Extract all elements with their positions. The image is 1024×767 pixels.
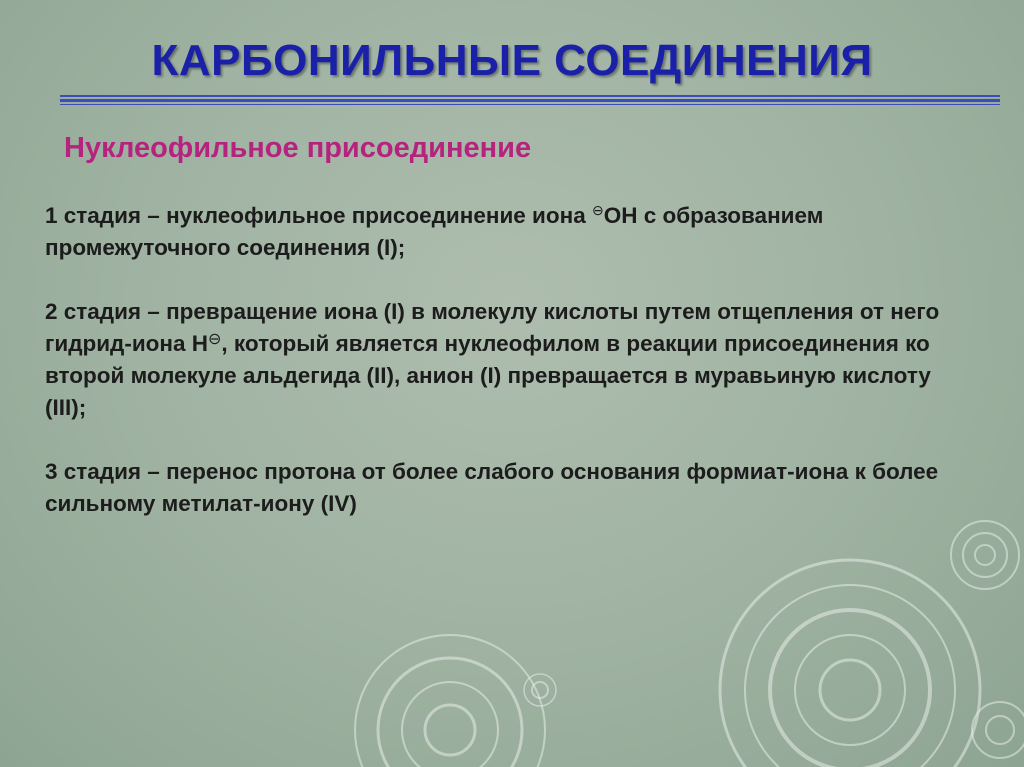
title-underline	[60, 95, 1000, 105]
stage-2-paragraph	[45, 296, 975, 424]
stage-1-paragraph	[45, 200, 975, 264]
slide-title: КАРБОНИЛЬНЫЕ СОЕДИНЕНИЯ	[151, 36, 873, 85]
minus-charge-symbol: ⊖	[208, 331, 222, 348]
slide-subtitle: Нуклеофильное присоединение	[64, 132, 532, 164]
stage-1-text-a: 1 стадия – нуклеофильное присоединение иона	[45, 203, 592, 228]
stage-1-text-b: ОН с образованием промежуточного соединения (I);	[45, 203, 824, 260]
slide-body	[45, 200, 975, 552]
stage-2-text-b: , который является нуклеофилом в реакции присоединения ко второй молекуле альдегида (II), анион (I) превращается в муравьиную кислоту (III);	[45, 331, 931, 420]
stage-3-text: 3 стадия – перенос протона от более слабого основания формиат-иона к более сильному метилат-иону (IV)	[45, 459, 939, 516]
minus-charge-symbol: ⊖	[591, 202, 604, 218]
stage-3-paragraph	[45, 456, 975, 520]
stage-2-text-a: 2 стадия – превращение иона (I) в молекулу кислоты путем отщепления от него гидрид-иона Н	[45, 299, 940, 356]
